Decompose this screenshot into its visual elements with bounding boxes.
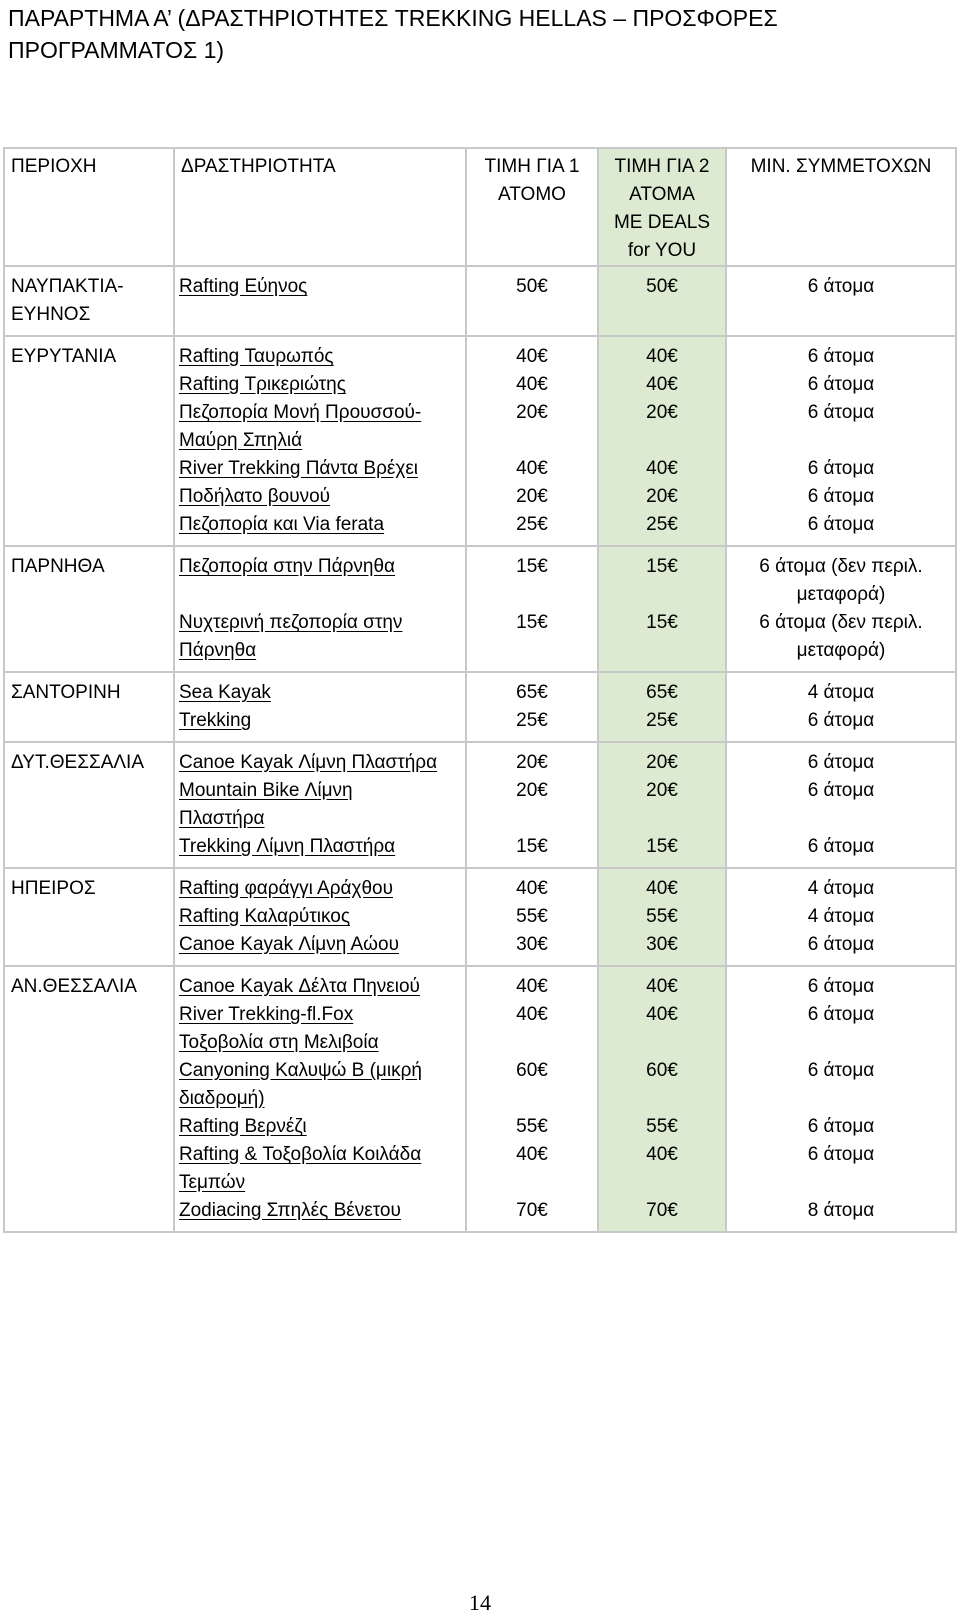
cell-line (175, 637, 465, 665)
cell-line (727, 399, 955, 427)
min-participants-value: 8 άτομα (807, 1200, 875, 1221)
cell-line (727, 1169, 955, 1197)
activity-link[interactable]: Πεζοπορία Μονή Προυσσού- (179, 402, 422, 423)
cell-line (175, 553, 465, 581)
price-1-cell (466, 336, 598, 546)
price-value: 25€ (646, 514, 678, 535)
cell-line (727, 581, 955, 609)
cell-line (175, 1057, 465, 1085)
activity-link[interactable]: Trekking Λίμνη Πλαστήρα (179, 836, 396, 857)
price-value: 15€ (516, 612, 548, 633)
min-participants-value: 6 άτομα (807, 836, 875, 857)
cell-line (727, 371, 955, 399)
cell-line (175, 805, 465, 833)
cell-line (727, 553, 955, 581)
cell-line (599, 833, 725, 861)
cell-line (599, 371, 725, 399)
activity-cell (174, 868, 466, 966)
cell-line (727, 777, 955, 805)
activity-link[interactable]: Rafting Βερνέζι (179, 1116, 307, 1137)
cell-line (727, 455, 955, 483)
cell-line (599, 511, 725, 539)
header-min-participants: ΜΙΝ. ΣΥΜΜΕΤΟΧΩΝ (726, 148, 956, 266)
cell-line (599, 301, 725, 329)
min-participants-value: μεταφορά) (796, 584, 886, 605)
cell-line (599, 749, 725, 777)
header-activity: ΔΡΑΣΤΗΡΙΟΤΗΤΑ (174, 148, 466, 266)
region-cell (4, 546, 174, 672)
activity-link[interactable]: Νυχτερινή πεζοπορία στην (179, 612, 403, 633)
min-participants-value: 6 άτομα (807, 1004, 875, 1025)
price-value: 20€ (646, 486, 678, 507)
cell-line (175, 1169, 465, 1197)
price-value: 40€ (516, 1004, 548, 1025)
min-participants-cell (726, 868, 956, 966)
region-cell (4, 672, 174, 742)
price-value: 40€ (646, 1004, 678, 1025)
cell-line (467, 1029, 597, 1057)
cell-line (175, 483, 465, 511)
cell-line (467, 483, 597, 511)
min-participants-value: 6 άτομα (807, 1060, 875, 1081)
cell-line (175, 903, 465, 931)
price-value: 40€ (646, 374, 678, 395)
min-participants-cell (726, 546, 956, 672)
price-value: 55€ (516, 906, 548, 927)
min-participants-value: 6 άτομα (807, 514, 875, 535)
region-name: ΣΑΝΤΟΡΙΝΗ (11, 682, 121, 703)
cell-line (175, 1029, 465, 1057)
cell-line (599, 1085, 725, 1113)
activity-link[interactable]: Πλαστήρα (179, 808, 265, 829)
price-2-cell (598, 336, 726, 546)
cell-line (467, 973, 597, 1001)
cell-line (727, 273, 955, 301)
cell-line (467, 777, 597, 805)
cell-line (175, 875, 465, 903)
cell-line (175, 609, 465, 637)
min-participants-cell (726, 742, 956, 868)
cell-line (467, 679, 597, 707)
min-participants-value: 4 άτομα (807, 906, 875, 927)
cell-line (467, 749, 597, 777)
price-value: 15€ (516, 836, 548, 857)
price-value: 15€ (516, 556, 548, 577)
cell-line (727, 609, 955, 637)
cell-line (727, 1113, 955, 1141)
cell-line (599, 1029, 725, 1057)
cell-line (599, 399, 725, 427)
region-row (4, 546, 956, 672)
cell-line (727, 973, 955, 1001)
cell-line (727, 1029, 955, 1057)
cell-line (467, 371, 597, 399)
cell-line (467, 581, 597, 609)
cell-line (599, 609, 725, 637)
activity-link[interactable]: Canoe Kayak Λίμνη Πλαστήρα (179, 752, 438, 773)
cell-line (599, 1141, 725, 1169)
cell-line (175, 777, 465, 805)
price-value: 70€ (646, 1200, 678, 1221)
price-value: 25€ (646, 710, 678, 731)
min-participants-cell (726, 672, 956, 742)
price-value: 25€ (516, 710, 548, 731)
cell-line (175, 1141, 465, 1169)
cell-line (727, 903, 955, 931)
price-value: 40€ (516, 1144, 548, 1165)
cell-line (727, 749, 955, 777)
cell-line (727, 875, 955, 903)
cell-line (727, 483, 955, 511)
cell-line (599, 1057, 725, 1085)
price-value: 40€ (516, 878, 548, 899)
activity-link[interactable]: Τεμπών (179, 1172, 246, 1193)
cell-line (727, 343, 955, 371)
region-cell (4, 336, 174, 546)
price-value: 25€ (516, 514, 548, 535)
cell-line (467, 1057, 597, 1085)
region-name: ΗΠΕΙΡΟΣ (11, 878, 96, 899)
cell-line (175, 749, 465, 777)
activity-link[interactable]: Πεζοπορία και Via ferata (179, 514, 385, 535)
cell-line (727, 301, 955, 329)
price-value: 20€ (646, 780, 678, 801)
min-participants-value: 6 άτομα (807, 1144, 875, 1165)
header-price-2-deals: ΤΙΜΗ ΓΙΑ 2 ΑΤΟΜΑ ME DEALS for YOU (598, 148, 726, 266)
cell-line (727, 1141, 955, 1169)
price-value: 60€ (646, 1060, 678, 1081)
cell-line (175, 399, 465, 427)
activity-link[interactable]: Rafting Καλαρύτικος (179, 906, 351, 927)
activity-link[interactable]: Rafting Ταυρωπός (179, 346, 334, 367)
cell-line (599, 1001, 725, 1029)
cell-line (175, 371, 465, 399)
activity-cell (174, 672, 466, 742)
price-value: 50€ (646, 276, 678, 297)
min-participants-value: 6 άτομα (807, 346, 875, 367)
cell-line (467, 455, 597, 483)
header-price-1: ΤΙΜΗ ΓΙΑ 1 ΑΤΟΜΟ (466, 148, 598, 266)
price-value: 70€ (516, 1200, 548, 1221)
cell-line (175, 707, 465, 735)
cell-line (467, 833, 597, 861)
region-row (4, 336, 956, 546)
min-participants-value: 6 άτομα (807, 780, 875, 801)
cell-line (599, 805, 725, 833)
cell-line (175, 581, 465, 609)
price-value: 65€ (516, 682, 548, 703)
cell-line (727, 511, 955, 539)
cell-line (175, 931, 465, 959)
cell-line (727, 1057, 955, 1085)
price-value: 40€ (516, 458, 548, 479)
min-participants-cell (726, 336, 956, 546)
activity-link[interactable]: Μαύρη Σπηλιά (179, 430, 303, 451)
price-1-cell (466, 672, 598, 742)
cell-line (175, 455, 465, 483)
activity-link[interactable]: Mountain Bike Λίμνη (179, 780, 353, 801)
cell-line (467, 511, 597, 539)
region-name: ΕΥΗΝΟΣ (11, 304, 91, 325)
cell-line (727, 679, 955, 707)
cell-line (467, 1113, 597, 1141)
activity-link[interactable]: Rafting & Τοξοβολία Κοιλάδα (179, 1144, 422, 1165)
price-value: 20€ (516, 752, 548, 773)
price-value: 55€ (516, 1116, 548, 1137)
region-cell (4, 266, 174, 336)
price-value: 50€ (516, 276, 548, 297)
activity-cell (174, 742, 466, 868)
cell-line (467, 903, 597, 931)
min-participants-cell (726, 266, 956, 336)
cell-line (467, 399, 597, 427)
cell-line (467, 707, 597, 735)
min-participants-value: 6 άτομα (807, 934, 875, 955)
activity-link[interactable]: Canoe Kayak Δέλτα Πηνειού (179, 976, 420, 997)
activity-link[interactable]: River Trekking Πάντα Βρέχει (179, 458, 419, 479)
price-value: 20€ (646, 752, 678, 773)
cell-line (175, 1197, 465, 1225)
price-value: 30€ (516, 934, 548, 955)
activities-table (3, 147, 957, 1233)
activity-link[interactable]: Τοξοβολία στη Μελιβοία (179, 1032, 379, 1053)
region-name: ΕΥΡΥΤΑΝΙΑ (11, 346, 117, 367)
cell-line (175, 427, 465, 455)
region-cell (4, 966, 174, 1232)
heading-line-2: ΠΡΟΓΡΑΜΜΑΤΟΣ 1) (8, 37, 225, 63)
price-value: 55€ (646, 906, 678, 927)
min-participants-value: 6 άτομα (807, 276, 875, 297)
price-1-cell (466, 266, 598, 336)
region-cell (4, 868, 174, 966)
activity-link[interactable]: River Trekking-fl.Fox (179, 1004, 354, 1025)
min-participants-value: 6 άτομα (807, 1116, 875, 1137)
price-2-cell (598, 266, 726, 336)
region-name: ΠΑΡΝΗΘΑ (11, 556, 105, 577)
price-value: 20€ (516, 486, 548, 507)
activity-link[interactable]: Sea Kayak (179, 682, 271, 703)
cell-line (599, 455, 725, 483)
price-value: 30€ (646, 934, 678, 955)
cell-line (599, 553, 725, 581)
cell-line (599, 777, 725, 805)
price-value: 20€ (516, 780, 548, 801)
cell-line (467, 637, 597, 665)
min-participants-value: 6 άτομα (807, 374, 875, 395)
activity-cell (174, 336, 466, 546)
table-header-row (4, 148, 956, 266)
region-row (4, 966, 956, 1232)
cell-line (727, 833, 955, 861)
price-value: 40€ (516, 976, 548, 997)
cell-line (727, 1197, 955, 1225)
cell-line (467, 273, 597, 301)
price-1-cell (466, 966, 598, 1232)
cell-line (175, 973, 465, 1001)
price-2-cell (598, 868, 726, 966)
cell-line (175, 833, 465, 861)
activity-cell (174, 546, 466, 672)
price-value: 40€ (646, 346, 678, 367)
min-participants-value: 4 άτομα (807, 878, 875, 899)
region-row (4, 672, 956, 742)
cell-line (467, 301, 597, 329)
price-value: 40€ (516, 346, 548, 367)
page-number: 14 (469, 1590, 491, 1615)
cell-line (175, 1001, 465, 1029)
cell-line (599, 343, 725, 371)
min-participants-value: 6 άτομα (807, 402, 875, 423)
heading-line-1: ΠΑΡΑΡΤΗΜΑ Α’ (ΔΡΑΣΤΗΡΙΟΤΗΤΕΣ TREKKING HELLAS – ΠΡΟΣΦΟΡΕΣ (8, 5, 778, 31)
price-value: 40€ (646, 976, 678, 997)
cell-line (599, 875, 725, 903)
price-value: 60€ (516, 1060, 548, 1081)
cell-line (727, 637, 955, 665)
cell-line (727, 707, 955, 735)
cell-line (599, 973, 725, 1001)
min-participants-value: 4 άτομα (807, 682, 875, 703)
cell-line (467, 931, 597, 959)
cell-line (467, 1169, 597, 1197)
cell-line (599, 679, 725, 707)
price-value: 55€ (646, 1116, 678, 1137)
cell-line (467, 805, 597, 833)
activity-link[interactable]: Rafting Τρικεριώτης (179, 374, 346, 395)
price-value: 15€ (646, 836, 678, 857)
price-2-cell (598, 546, 726, 672)
cell-line (599, 903, 725, 931)
min-participants-value: 6 άτομα (807, 710, 875, 731)
region-name: ΔΥΤ.ΘΕΣΣΑΛΙΑ (11, 752, 145, 773)
cell-line (727, 805, 955, 833)
cell-line (175, 1085, 465, 1113)
cell-line (467, 553, 597, 581)
price-2-cell (598, 742, 726, 868)
cell-line (599, 581, 725, 609)
min-participants-value: 6 άτομα (δεν περιλ. (759, 556, 923, 577)
cell-line (599, 483, 725, 511)
cell-line (467, 1197, 597, 1225)
price-value: 15€ (646, 612, 678, 633)
min-participants-value: 6 άτομα (807, 486, 875, 507)
price-value: 40€ (646, 1144, 678, 1165)
cell-line (599, 1197, 725, 1225)
activity-link[interactable]: Πάρνηθα (179, 640, 257, 661)
region-row (4, 868, 956, 966)
cell-line (175, 679, 465, 707)
activity-link[interactable]: Rafting φαράγγι Αράχθου (179, 878, 393, 899)
price-1-cell (466, 546, 598, 672)
activity-cell (174, 966, 466, 1232)
cell-line (467, 427, 597, 455)
price-value: 20€ (646, 402, 678, 423)
cell-line (175, 273, 465, 301)
cell-line (599, 707, 725, 735)
cell-line (599, 273, 725, 301)
activity-cell (174, 266, 466, 336)
cell-line (599, 1113, 725, 1141)
min-participants-value: 6 άτομα (807, 976, 875, 997)
activity-link[interactable]: Canoe Kayak Λίμνη Αώου (179, 934, 399, 955)
cell-line (727, 931, 955, 959)
region-row (4, 742, 956, 868)
activity-link[interactable]: Rafting Εύηνος (179, 276, 308, 297)
cell-line (175, 343, 465, 371)
activity-link[interactable]: Trekking (179, 710, 252, 731)
min-participants-value: μεταφορά) (796, 640, 886, 661)
price-value: 65€ (646, 682, 678, 703)
price-value: 40€ (646, 458, 678, 479)
min-participants-value: 6 άτομα (δεν περιλ. (759, 612, 923, 633)
cell-line (599, 1169, 725, 1197)
price-value: 40€ (646, 878, 678, 899)
price-1-cell (466, 868, 598, 966)
min-participants-cell (726, 966, 956, 1232)
cell-line (175, 1113, 465, 1141)
activity-link[interactable]: Πεζοπορία στην Πάρνηθα (179, 556, 396, 577)
price-value: 40€ (516, 374, 548, 395)
region-row (4, 266, 956, 336)
cell-line (467, 875, 597, 903)
price-1-cell (466, 742, 598, 868)
region-name: ΑΝ.ΘΕΣΣΑΛΙΑ (11, 976, 137, 997)
cell-line (599, 931, 725, 959)
header-region: ΠΕΡΙΟΧΗ (4, 148, 174, 266)
cell-line (467, 1141, 597, 1169)
cell-line (175, 511, 465, 539)
cell-line (467, 1001, 597, 1029)
cell-line (599, 427, 725, 455)
cell-line (727, 1085, 955, 1113)
min-participants-value: 6 άτομα (807, 458, 875, 479)
min-participants-value: 6 άτομα (807, 752, 875, 773)
activity-link[interactable]: Canyoning Καλυψώ Β (μικρή (179, 1060, 422, 1081)
region-cell (4, 742, 174, 868)
cell-line (467, 609, 597, 637)
cell-line (467, 1085, 597, 1113)
cell-line (727, 1001, 955, 1029)
activity-link[interactable]: Ποδήλατο βουνού (179, 486, 331, 507)
region-name: ΝΑΥΠΑΚΤΙΑ- (11, 276, 124, 297)
price-2-cell (598, 966, 726, 1232)
cell-line (467, 343, 597, 371)
activity-link[interactable]: Zodiacing Σπηλές Βένετου (179, 1200, 401, 1221)
price-2-cell (598, 672, 726, 742)
cell-line (727, 427, 955, 455)
cell-line (175, 301, 465, 329)
price-value: 15€ (646, 556, 678, 577)
cell-line (599, 637, 725, 665)
document-heading (8, 2, 952, 66)
price-value: 20€ (516, 402, 548, 423)
activity-link[interactable]: διαδρομή) (179, 1088, 265, 1109)
